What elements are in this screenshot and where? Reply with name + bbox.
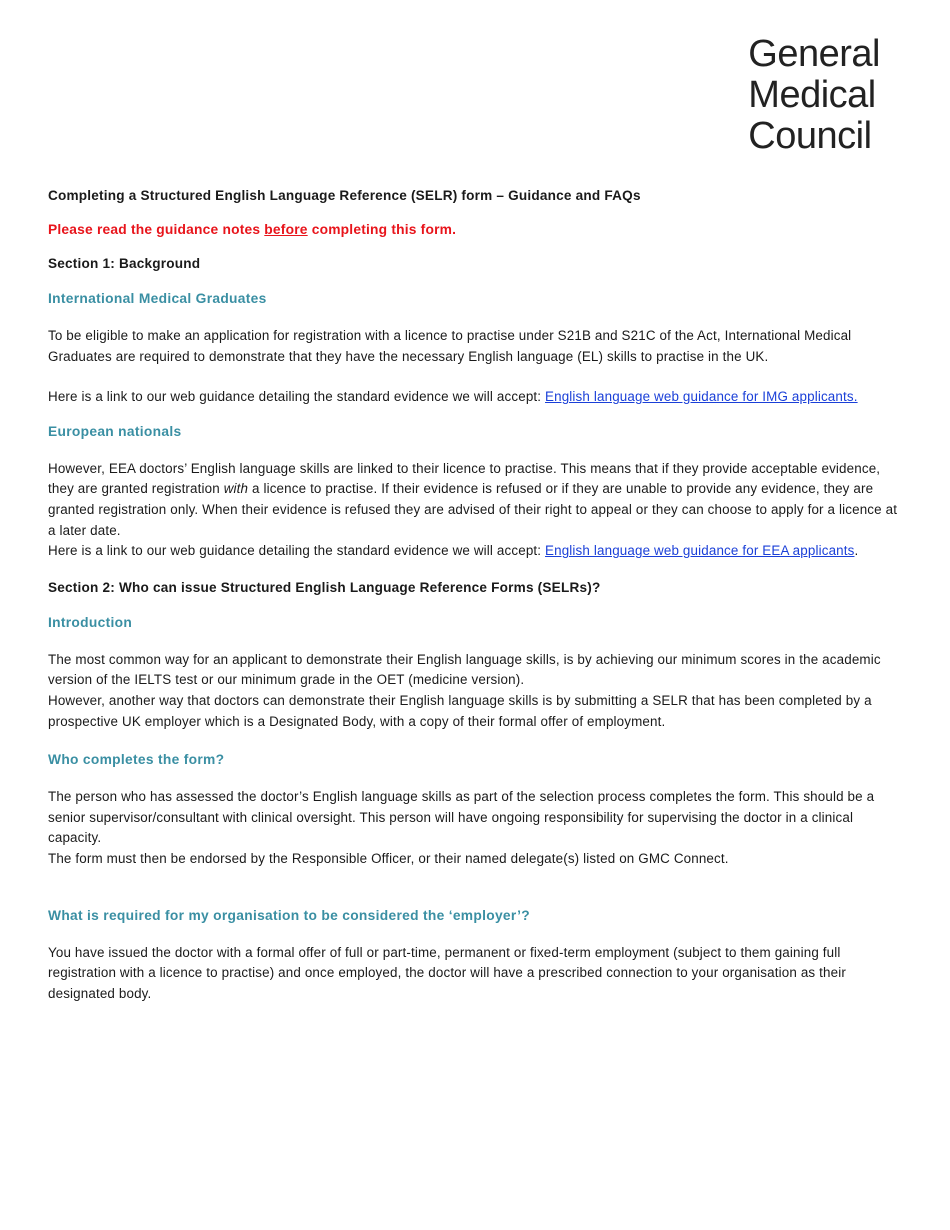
- who-paragraph-1: The person who has assessed the doctor’s English language skills as part of the selection process completes the form. This should be a senior supervisor/consultant with clinical oversight. This person will have ongoing responsibility for supervising the doctor in a clinical capacity.: [48, 789, 875, 846]
- img-guidance-link[interactable]: English language web guidance for IMG applicants.: [545, 389, 858, 405]
- logo-line-council: Council: [748, 115, 872, 157]
- guidance-warning: [48, 222, 906, 237]
- img-paragraph: To be eligible to make an application for registration with a licence to practise under S21B and S21C of the Act, International Medical Graduates are required to demonstrate that they have the necessary English language (EL) skills to practise in the UK.: [48, 328, 852, 364]
- intro-paragraph-2: However, another way that doctors can demonstrate their English language skills is by submitting a SELR that has been completed by a prospective UK employer which is a Designated Body, with a copy of their formal offer of employment.: [48, 692, 872, 729]
- img-link-intro: Here is a link to our web guidance detailing the standard evidence we will accept:: [48, 389, 546, 405]
- logo-line-medical: Medical: [748, 74, 876, 116]
- warning-text-post: completing this form.: [307, 222, 457, 237]
- eu-para-emphasis: with: [223, 481, 249, 497]
- gmc-logo: [748, 34, 880, 157]
- document-title: Completing a Structured English Language Reference (SELR) form – Guidance and FAQs: [48, 188, 641, 203]
- section-1-heading: Section 1: Background: [48, 256, 201, 271]
- intro-paragraph-1: The most common way for an applicant to demonstrate their English language skills, is by achieving our minimum scores in the academic version of the IELTS test or our minimum grade in the OET (medicine version).: [48, 651, 881, 688]
- who-heading: Who completes the form?: [48, 752, 225, 768]
- logo-line-general: General: [748, 33, 880, 75]
- employer-heading: What is required for my organisation to be considered the ‘employer’?: [48, 907, 530, 923]
- intro-heading: Introduction: [48, 614, 133, 630]
- img-heading: International Medical Graduates: [48, 291, 267, 306]
- warning-underlined-word: before: [264, 222, 308, 237]
- who-paragraph-2: The form must then be endorsed by the Responsible Officer, or their named delegate(s) listed on GMC Connect.: [48, 850, 729, 866]
- employer-paragraph: You have issued the doctor with a formal offer of full or part-time, permanent or fixed-term employment (subject to them gaining full registration with a licence to practise) and once employed, the doctor will have a prescribed connection to your organisation as their designated body.: [48, 944, 846, 1001]
- warning-text-pre: Please read the guidance notes: [48, 222, 265, 237]
- eu-link-intro: Here is a link to our web guidance detailing the standard evidence we will accept:: [48, 543, 546, 559]
- eu-heading: European nationals: [48, 423, 182, 439]
- eu-link-period: .: [854, 543, 859, 559]
- img-link-paragraph: [48, 387, 906, 408]
- eu-paragraph: [48, 459, 906, 541]
- eea-guidance-link[interactable]: English language web guidance for EEA applicants: [545, 543, 855, 559]
- eu-link-paragraph: [48, 541, 906, 562]
- document-body: [48, 188, 906, 1004]
- section-2-heading: Section 2: Who can issue Structured English Language Reference Forms (SELRs)?: [48, 579, 601, 595]
- eu-para-post: a licence to practise. If their evidence is refused or if they are unable to provide any evidence, they are granted registration only. When their evidence is refused they are advised of their right to appeal or they can choose to apply for a licence at a later date.: [48, 481, 898, 538]
- eu-para-pre: However, EEA doctors’ English language skills are linked to their licence to practise. This means that if they provide acceptable evidence, they are granted registration: [48, 460, 881, 497]
